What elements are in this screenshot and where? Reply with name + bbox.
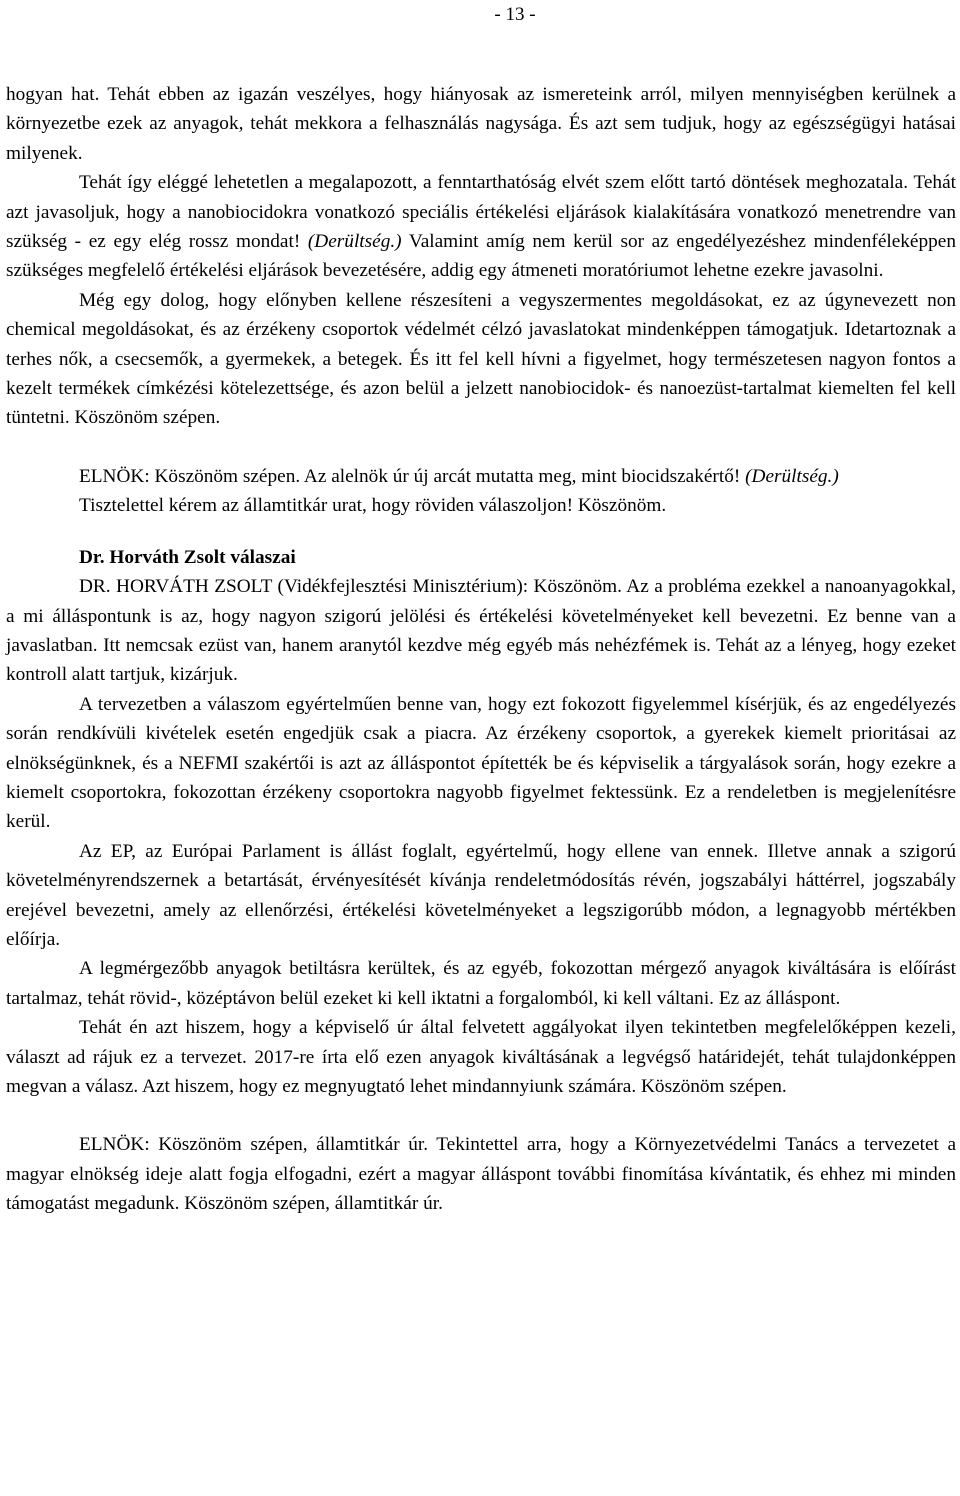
paragraph (6, 837, 956, 955)
paragraph-text: A tervezetben a válaszom egyértelműen benne van, hogy ezt fokozott figyelemmel kísérjük, és az engedélyezés során rendkívüli kivételek esetén engedjük csak a piacra. Az érzékeny csoportok, a gyerekek kiemelt prioritásai az elnökségünknek, és a NEFMI szakértői is azt az álláspontot építették be és képviselik a tárgyalások során, hogy ezekre a kiemelt csoportokra, fokozottan érzékeny csoportokra nagyobb figyelmet fektessünk. Ez a rendeletben is megjelenítésre kerül. (6, 693, 956, 833)
paragraph (6, 286, 956, 433)
paragraph (6, 80, 956, 168)
stage-note: (Derültség.) (307, 231, 402, 253)
paragraph-text: Tisztelettel kérem az államtitkár urat, hogy röviden válaszoljon! Köszönöm. (79, 495, 667, 517)
paragraph-text: Az EP, az Európai Parlament is állást foglalt, egyértelmű, hogy ellene van ennek. Illetve annak a szigorú követelményrendszernek a betartását, érvényesítését kívánja rendeletmódosítás révén, jogszabályi háttérrel, jogszabály erejével bevezetni, amely az ellenőrzési, értékelési követelményeket a legszigorúbb módon, a legnagyobb mértékben előírja. (6, 840, 956, 950)
paragraph (6, 168, 956, 286)
paragraph (6, 690, 956, 837)
paragraph-text: Tehát így eléggé lehetetlen a megalapozott, a fenntarthatóság elvét szem előtt tartó döntések meghozatala. Tehát azt javasoljuk, hogy a nanobiocidokra vonatkozó speciális értékelési eljárások kialakítására vonatkozó menetrendre van szükség - ez egy elég rossz mondat! (6, 172, 956, 253)
paragraph (6, 572, 956, 690)
paragraph (6, 462, 956, 491)
document-body (6, 80, 956, 1219)
paragraph-text: Tehát én azt hiszem, hogy a képviselő úr által felvetett aggályokat ilyen tekintetben megfelelőképpen kezeli, választ ad rájuk ez a tervezet. 2017-re írta elő ezen anyagok kiváltásának a legvégső határidejét, tehát tulajdonképpen megvan a válasz. Azt hiszem, hogy ez megnyugtató lehet mindannyiunk számára. Köszönöm szépen. (6, 1017, 956, 1097)
paragraph-text: DR. HORVÁTH ZSOLT (Vidékfejlesztési Minisztérium): Köszönöm. Az a probléma ezekkel a nanoanyagokkal, a mi álláspontunk is az, hogy nagyon szigorú jelölési és értékelési követelményeket kell bevezetni. Ez benne van a javaslatban. Itt nemcsak ezüst van, hanem aranytól kezdve még egyéb más nehézfémek is. Tehát az a lényeg, hogy ezeket kontroll alatt tartjuk, kizárjuk. (6, 576, 956, 686)
paragraph-text: A legmérgezőbb anyagok betiltásra kerültek, és az egyéb, fokozottan mérgező anyagok kiváltására is előírást tartalmaz, tehát rövid-, középtávon belül ezeket ki kell iktatni a forgalomból, ki kell váltani. Ez az álláspont. (6, 958, 956, 1009)
paragraph-text: ELNÖK: Köszönöm szépen, államtitkár úr. Tekintettel arra, hogy a Környezetvédelmi Tanács a tervezetet a magyar elnökség ideje alatt fogja elfogadni, ezért a magyar álláspont további finomítása kívántatik, és ehhez mi minden támogatást megadunk. Köszönöm szépen, államtitkár úr. (6, 1134, 956, 1215)
stage-note: (Derültség.) (745, 465, 839, 487)
paragraph-text: ELNÖK: Köszönöm szépen. Az alelnök úr új arcát mutatta meg, mint biocidszakértő! (79, 465, 741, 487)
paragraph (6, 491, 956, 520)
paragraph (6, 1013, 956, 1101)
section-heading: Dr. Horváth Zsolt válaszai (79, 546, 296, 568)
paragraph-text: hogyan hat. Tehát ebben az igazán veszélyes, hogy hiányosak az ismereteink arról, milyen mennyiségben kerülnek a környezetbe ezek az anyagok, tehát mekkora a felhasználás nagysága. És azt sem tudjuk, hogy az egészségügyi hatásai milyenek. (6, 84, 956, 164)
paragraph (6, 1130, 956, 1218)
paragraph (6, 954, 956, 1013)
paragraph-text: Valamint amíg nem kerül sor az engedélyezéshez mindenféleképpen szükséges megfelelő értékelési eljárások bevezetésére, addig egy átmeneti moratóriumot lehetne ezekre javasolni. (6, 231, 956, 282)
page-number: - 13 - (494, 4, 536, 25)
paragraph-text: Még egy dolog, hogy előnyben kellene részesíteni a vegyszermentes megoldásokat, ez az úgynevezett non chemical megoldásokat, és az érzékeny csoportok védelmét célzó javaslatokat mindenképpen támogatjuk. Idetartoznak a terhes nők, a csecsemők, a gyermekek, a betegek. És itt fel kell hívni a figyelmet, hogy természetesen nagyon fontos a kezelt termékek címkézési kötelezettsége, és azon belül a jelzett nanobiocidok- és nanoezüst-tartalmat kiemelten fel kell tüntetni. Köszönöm szépen. (6, 289, 956, 429)
